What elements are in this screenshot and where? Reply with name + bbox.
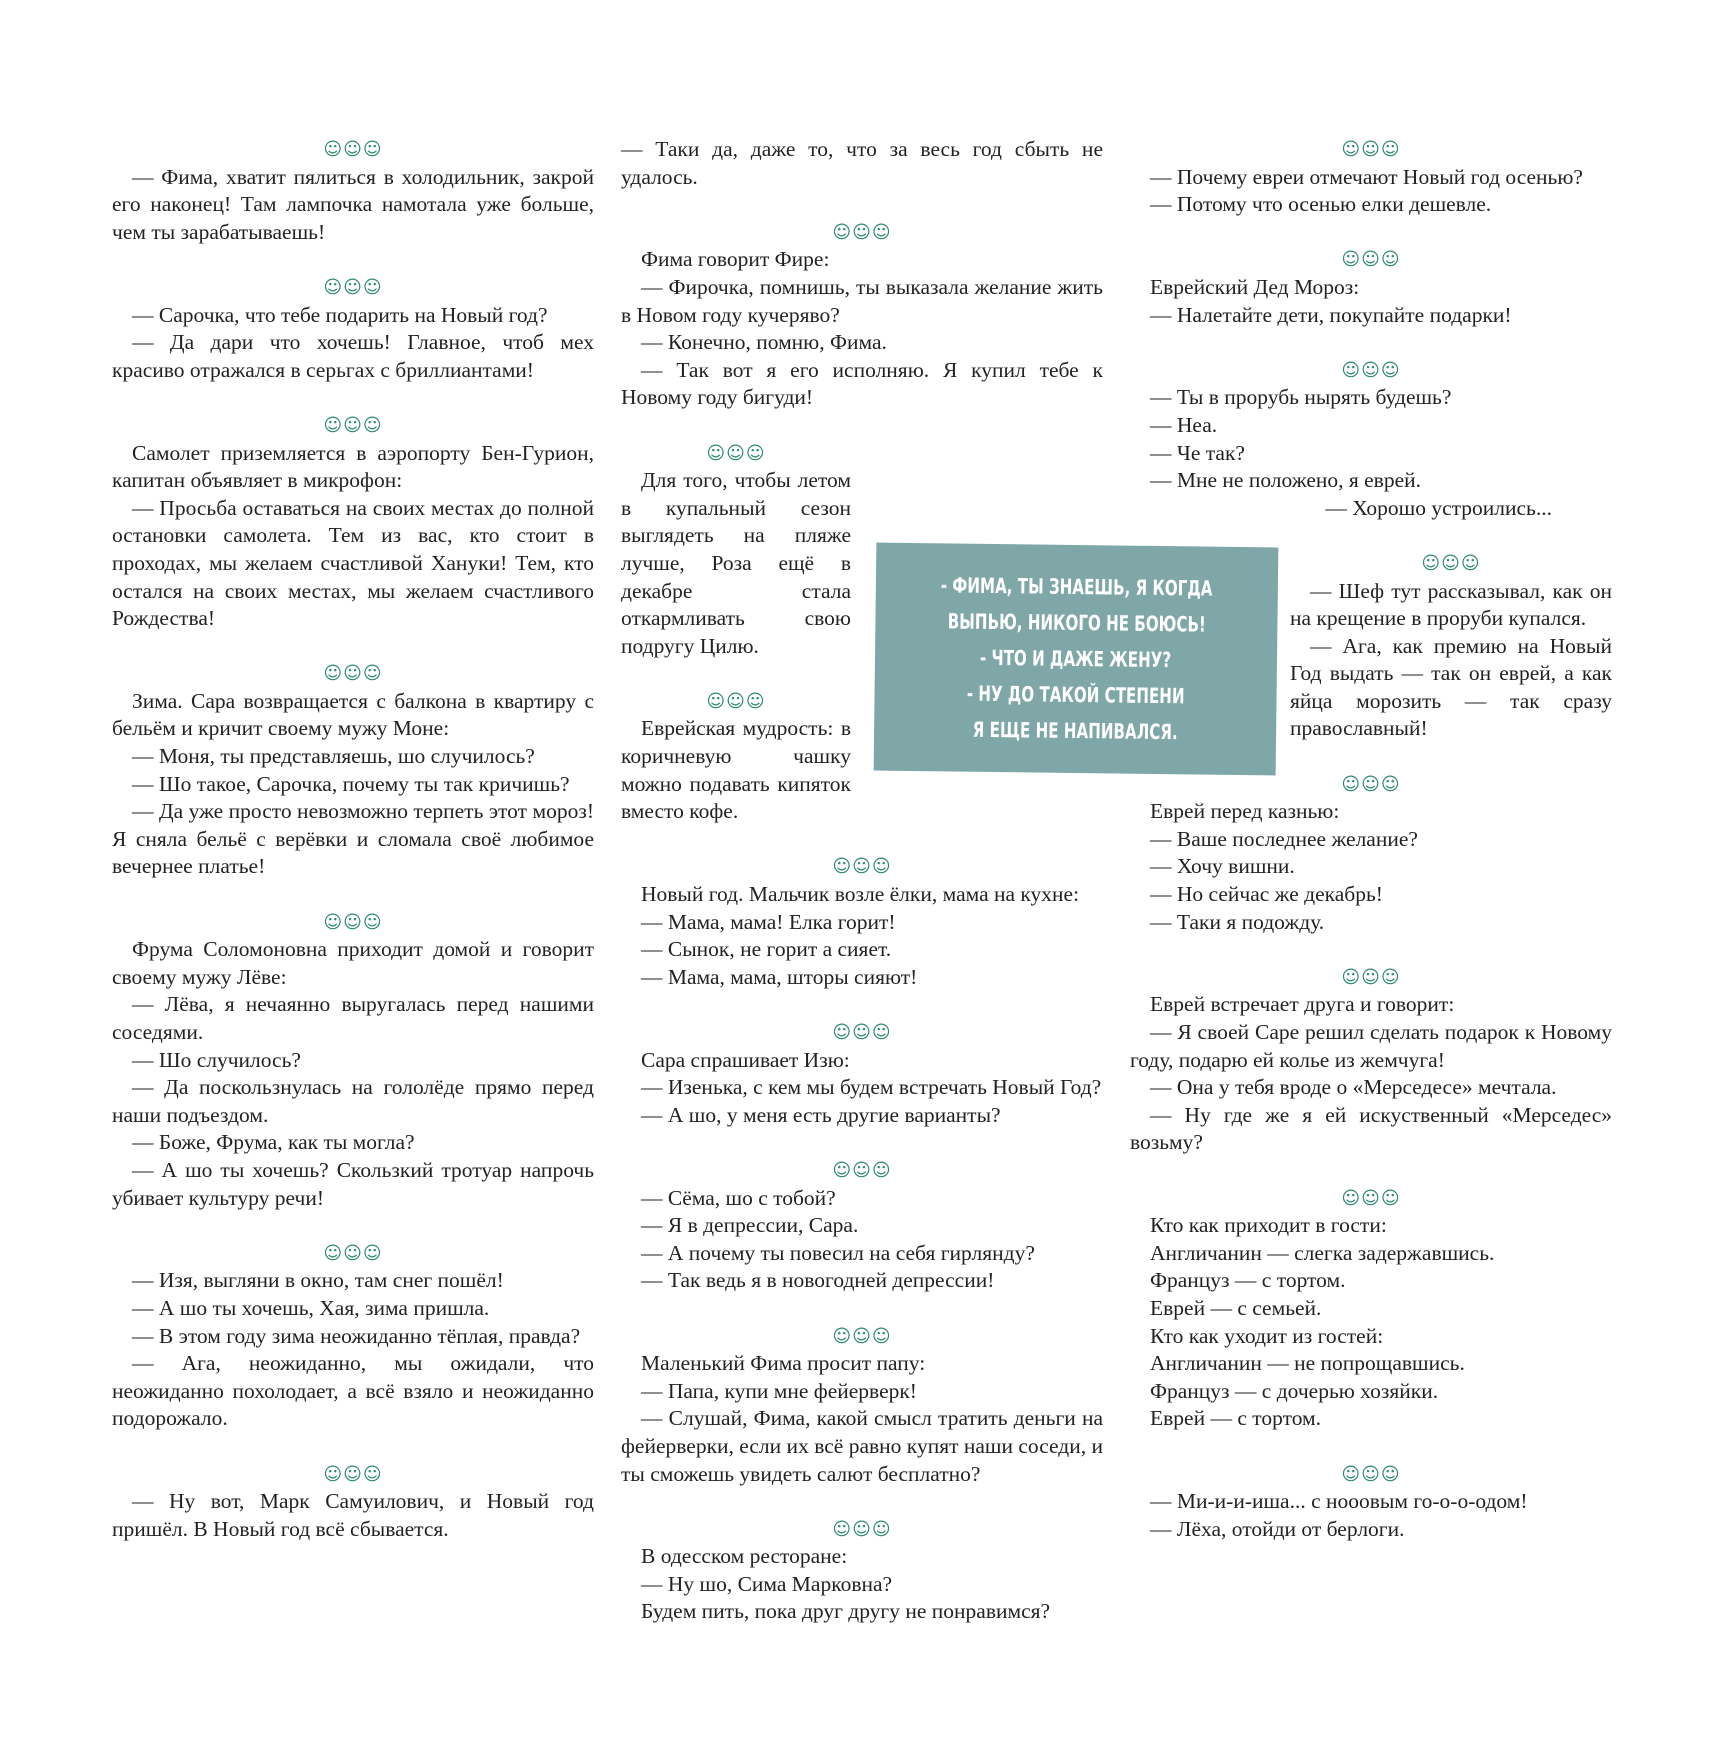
joke-line: — Ага, неожиданно, мы ожидали, что неожиданно похолодает, а всё взяло и неожиданно подорожало. [112, 1351, 594, 1431]
joke-line: — Мама, мама! Елка горит! [641, 909, 896, 934]
joke-line: — Я своей Саре решил сделать подарок к Новому году, подарю ей колье из жемчуга! [1130, 1020, 1612, 1072]
joke-line: — Я в депрессии, Сара. [641, 1213, 859, 1238]
smiley-separator-icon: ☺☺☺ [1341, 1463, 1401, 1485]
joke-line: Самолет приземляется в аэропорту Бен-Гурион, капитан объявляет в микрофон: [112, 440, 594, 493]
joke-line: Еврейская мудрость: в коричневую чашку можно подавать кипяток вместо кофе. [621, 716, 851, 824]
joke-block [112, 1240, 594, 1433]
joke-line: Еврейский Дед Мороз: [1150, 274, 1360, 299]
joke-line: Еврей встречает друга и говорит: [1150, 992, 1455, 1017]
joke-block [112, 136, 594, 246]
joke-line: — Ми-и-и-иша... с нооовым го-о-о-одом! [1150, 1489, 1528, 1514]
smiley-separator-icon: ☺☺☺ [323, 276, 383, 298]
callout-line: - ФИМА, ТЫ ЗНАЕШЬ, Я КОГДА [940, 573, 1213, 601]
joke-line: — Фирочка, помнишь, ты выказала желание жить в Новом году кучеряво? [621, 274, 1103, 327]
joke-line: — Хочу вишни. [1150, 854, 1295, 879]
joke-line: — Лёха, отойди от берлоги. [1150, 1516, 1405, 1541]
joke-block [621, 853, 1103, 991]
joke-line: — Слушай, Фима, какой смысл тратить деньги на фейерверки, если их всё равно купят наши соседи, и ты сможешь увидеть салют бесплатно? [621, 1406, 1103, 1486]
joke-line: — Конечно, помню, Фима. [641, 330, 887, 355]
joke-line: — Лёва, я нечаянно выругалась перед нашими соседями. [112, 992, 594, 1044]
joke-line: — Да поскользнулась на гололёде прямо перед наши подъездом. [112, 1075, 594, 1127]
joke-line: — Так ведь я в новогодней депрессии! [641, 1268, 995, 1293]
joke-line: — Просьба оставаться на своих местах до полной остановки самолета. Тем из вас, кто стоит в проходах, мы желаем счастливой Хануки! Тем, кто остался на своих местах, мы желаем счастливого Рождества! [112, 495, 594, 631]
joke-line: — Ага, как премию на Новый Год выдать — так он еврей, а как яйца морозить — так сразу православный! [1290, 633, 1612, 741]
smiley-separator-icon: ☺☺☺ [1341, 139, 1401, 160]
smiley-separator-icon: ☺☺☺ [1341, 249, 1401, 271]
joke-line: — Изя, выгляни в окно, там снег пошёл! [132, 1268, 504, 1293]
joke-line: — А шо ты хочешь, Хая, зима пришла. [132, 1295, 490, 1320]
joke-line: — Мама, мама, шторы сияют! [641, 964, 918, 989]
smiley-separator-icon: ☺☺☺ [323, 1463, 383, 1485]
callout-line: ВЫПЬЮ, НИКОГО НЕ БОЮСЬ! [947, 609, 1206, 637]
joke-line: — А шо, у меня есть другие варианты? [641, 1102, 1001, 1127]
joke-line: — В этом году зима неожиданно тёплая, правда? [132, 1323, 581, 1348]
smiley-separator-icon: ☺☺☺ [1341, 773, 1401, 795]
smiley-separator-icon: ☺☺☺ [323, 414, 383, 436]
joke-line: Фима говорит Фире: [641, 247, 830, 272]
callout-line: - НУ ДО ТАКОЙ СТЕПЕНИ [966, 681, 1185, 709]
joke-block [1130, 136, 1612, 219]
smiley-separator-icon: ☺☺☺ [832, 221, 892, 243]
joke-line: — Изенька, с кем мы будем встречать Новый Год? [641, 1075, 1102, 1100]
joke-line: В одесском ресторане: [641, 1544, 848, 1569]
joke-line: — Шо такое, Сарочка, почему ты так кричишь? [132, 771, 570, 796]
joke-block [621, 1019, 1103, 1129]
smiley-separator-icon: ☺☺☺ [323, 1242, 383, 1264]
joke-line: Француз — с тортом. [1150, 1268, 1346, 1293]
joke-line: — Сёма, шо с тобой? [641, 1185, 836, 1210]
joke-block [621, 440, 851, 661]
smiley-separator-icon: ☺☺☺ [706, 690, 766, 712]
column-2 [621, 136, 1103, 1654]
joke-block [1130, 1185, 1612, 1433]
joke-block [621, 136, 1103, 191]
joke-line: — Таки я подожду. [1150, 909, 1325, 934]
joke-line: Зима. Сара возвращается с балкона в квартиру с бельём и кричит своему мужу Моне: [112, 688, 594, 741]
joke-line: — Налетайте дети, покупайте подарки! [1150, 302, 1512, 327]
smiley-separator-icon: ☺☺☺ [323, 663, 383, 685]
joke-block [621, 219, 1103, 412]
joke-line: Еврей перед казнью: [1150, 799, 1340, 824]
joke-line: Кто как уходит из гостей: [1150, 1323, 1384, 1348]
joke-line: — Но сейчас же декабрь! [1150, 882, 1383, 907]
joke-line: — Так вот я его исполняю. Я купил тебе к Новому году бигуди! [621, 357, 1103, 410]
smiley-separator-icon: ☺☺☺ [323, 911, 383, 933]
joke-line: — А шо ты хочешь? Скользкий тротуар напрочь убивает культуру речи! [112, 1157, 594, 1210]
smiley-separator-icon: ☺☺☺ [832, 1159, 892, 1181]
smiley-separator-icon: ☺☺☺ [1341, 966, 1401, 988]
smiley-separator-icon: ☺☺☺ [323, 139, 383, 160]
joke-block [621, 1157, 1103, 1295]
joke-line: Фрума Соломоновна приходит домой и говорит своему мужу Лёве: [112, 937, 594, 989]
column-1 [112, 136, 594, 1571]
joke-line: — Сынок, не горит а сияет. [641, 937, 892, 962]
joke-line: — Мне не положено, я еврей. [1150, 468, 1422, 493]
joke-line: Для того, чтобы летом в купальный сезон выглядеть на пляже лучше, Роза ещё в декабре стала откармливать свою подругу Цилю. [621, 468, 851, 658]
joke-line: — Она у тебя вроде о «Мерседесе» мечтала. [1150, 1075, 1557, 1100]
joke-line: — А почему ты повесил на себя гирлянду? [641, 1240, 1035, 1265]
joke-block [1130, 1461, 1612, 1544]
joke-line: — Папа, купи мне фейерверк! [641, 1378, 917, 1403]
joke-line: Англичанин — слегка задержавшись. [1150, 1240, 1495, 1265]
joke-block [1130, 357, 1612, 523]
joke-block [112, 412, 594, 633]
joke-line: Кто как приходит в гости: [1150, 1213, 1387, 1238]
column-3 [1130, 136, 1612, 1571]
joke-line: Француз — с дочерью хозяйки. [1150, 1378, 1439, 1403]
joke-line: — Ваше последнее желание? [1150, 826, 1418, 851]
joke-block [1130, 771, 1612, 937]
joke-line: — Сарочка, что тебе подарить на Новый год? [132, 302, 548, 327]
smiley-separator-icon: ☺☺☺ [832, 1022, 892, 1043]
joke-line: — Боже, Фрума, как ты могла? [132, 1130, 415, 1155]
joke-line: — Хорошо устроились... [1325, 495, 1552, 520]
joke-block [112, 909, 594, 1213]
joke-block [112, 660, 594, 881]
joke-line: — Че так? [1150, 440, 1245, 465]
joke-line: — Шо случилось? [132, 1047, 301, 1072]
joke-block [112, 1461, 594, 1544]
joke-line: — Шеф тут рассказывал, как он на крещение в проруби купался. [1290, 578, 1612, 631]
joke-line: — Да уже просто невозможно терпеть этот мороз! Я сняла бельё с верёвки и сломала своё любимое вечернее платье! [112, 799, 594, 879]
smiley-separator-icon: ☺☺☺ [832, 1325, 892, 1347]
joke-line: — Фима, хватит пялиться в холодильник, закрой его наконец! Там лампочка намотала уже больше, чем ты зарабатываешь! [112, 164, 594, 244]
joke-block [621, 1516, 1103, 1626]
smiley-separator-icon: ☺☺☺ [832, 1518, 892, 1540]
joke-line: — Таки да, даже то, что за весь год сбыть не удалось. [621, 137, 1103, 189]
smiley-separator-icon: ☺☺☺ [832, 856, 892, 878]
joke-line: — Ну шо, Сима Марковна? [641, 1571, 893, 1596]
joke-block [1130, 964, 1612, 1157]
joke-block [621, 1323, 1103, 1489]
joke-line: Будем пить, пока друг другу не понравимся? [641, 1599, 1051, 1624]
joke-line: — Неа. [1150, 412, 1218, 437]
joke-line: Новый год. Мальчик возле ёлки, мама на кухне: [641, 882, 1080, 907]
joke-block [1290, 550, 1612, 743]
callout-line: Я ЕЩЕ НЕ НАПИВАЛСЯ. [972, 717, 1178, 745]
joke-line: Еврей — с семьей. [1150, 1295, 1322, 1320]
joke-block [1130, 246, 1612, 329]
joke-line: Англичанин — не попрощавшись. [1150, 1351, 1465, 1376]
joke-line: Сара спрашивает Изю: [641, 1047, 850, 1072]
joke-line: — Ты в прорубь нырять будешь? [1150, 385, 1452, 410]
joke-block [112, 274, 594, 384]
joke-line: Маленький Фима просит папу: [641, 1351, 926, 1376]
smiley-separator-icon: ☺☺☺ [1421, 552, 1481, 574]
smiley-separator-icon: ☺☺☺ [1341, 1187, 1401, 1209]
joke-line: — Моня, ты представляешь, шо случилось? [132, 744, 535, 769]
joke-line: — Ну где же я ей искуственный «Мерседес» возьму? [1130, 1102, 1612, 1155]
joke-line: — Ну вот, Марк Самуилович, и Новый год пришёл. В Новый год всё сбывается. [112, 1489, 594, 1541]
joke-line: — Почему евреи отмечают Новый год осенью? [1150, 164, 1583, 189]
joke-line: Еврей — с тортом. [1150, 1406, 1322, 1431]
callout-line: - ЧТО И ДАЖЕ ЖЕНУ? [980, 645, 1172, 673]
smiley-separator-icon: ☺☺☺ [706, 442, 766, 464]
quote-callout [874, 543, 1279, 776]
joke-line: — Потому что осенью елки дешевле. [1150, 192, 1492, 217]
joke-line: — Да дари что хочешь! Главное, чтоб мех красиво отражался в серьгах с бриллиантами! [112, 330, 594, 382]
smiley-separator-icon: ☺☺☺ [1341, 359, 1401, 381]
joke-block [621, 688, 851, 826]
